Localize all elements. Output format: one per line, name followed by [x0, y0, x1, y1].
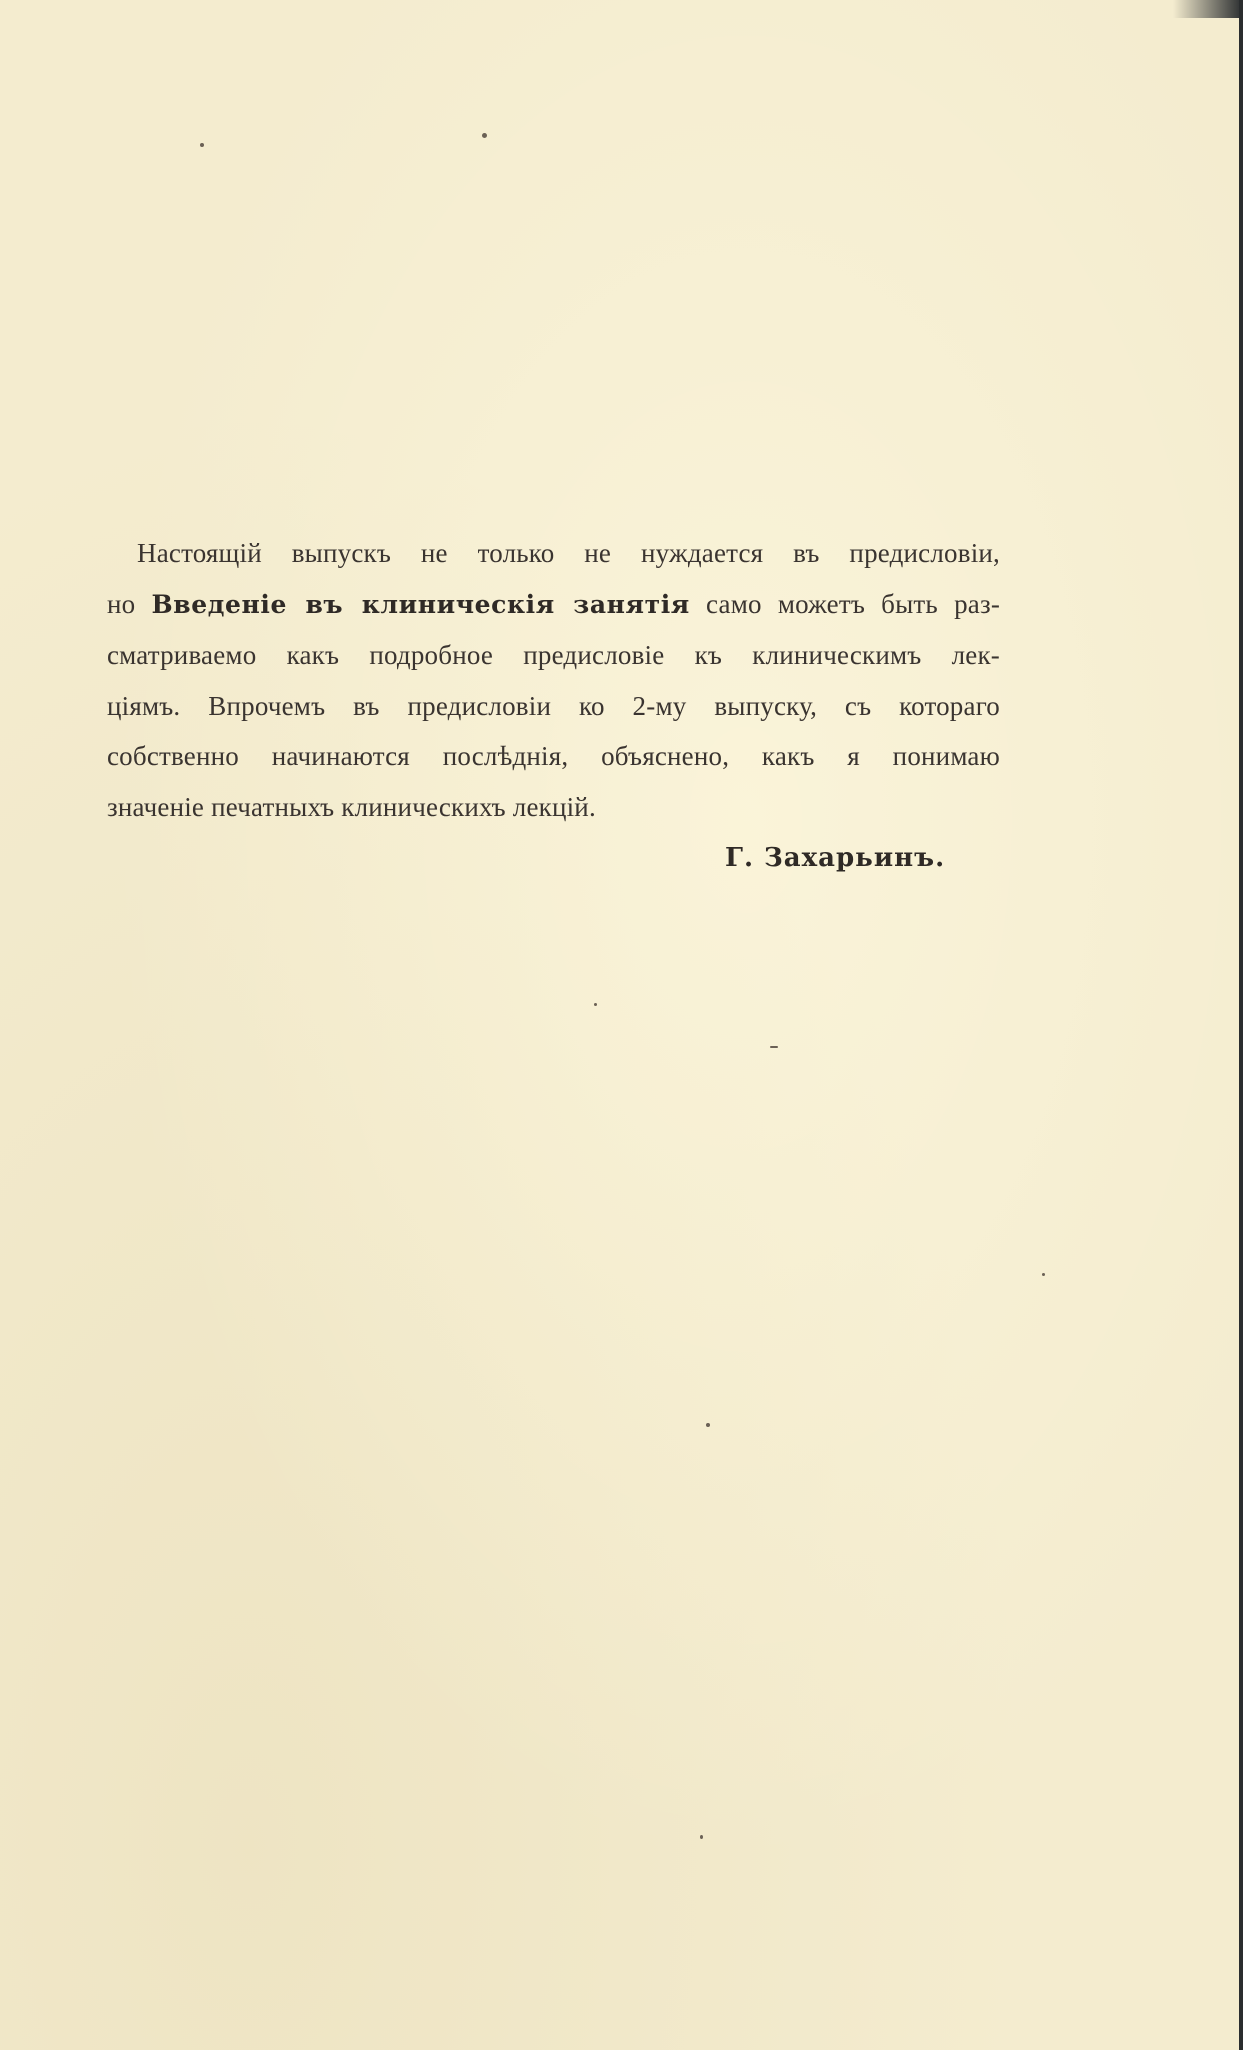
paper-speck: [482, 133, 487, 138]
paper-speck: [706, 1423, 710, 1427]
paragraph-text: но: [107, 588, 136, 619]
paragraph-line: собственно начинаются послѣднія, объяснено, какъ я понимаю: [107, 741, 1000, 771]
paragraph-line: Настоящій выпускъ не только не нуждается въ предисловіи,: [137, 538, 1000, 568]
paper-speck: [594, 1003, 597, 1006]
paragraph-line: ціямъ. Впрочемъ въ предисловіи ко 2-му выпуску, съ котораго: [107, 690, 1000, 721]
paper-speck: [200, 143, 204, 147]
book-title-emphasis: Введеніе въ клиническія занятія: [151, 589, 690, 619]
scan-edge: [1239, 0, 1243, 2050]
paragraph-line: сматриваемо какъ подробное предисловіе къ клиническимъ лек-: [107, 640, 1000, 670]
paragraph-line: значеніе печатныхъ клиническихъ лекцій.: [107, 791, 596, 822]
author-signature: Г. Захарьинъ.: [725, 843, 946, 873]
paper-speck: [700, 1835, 703, 1839]
paper-speck: [770, 1046, 778, 1048]
preface-paragraph: [107, 528, 1000, 832]
scan-edge-shadow: [1173, 0, 1243, 18]
paragraph-text: само можетъ быть раз-: [706, 588, 1001, 619]
paragraph-line: [107, 579, 1000, 631]
paper-speck: [1042, 1273, 1045, 1276]
